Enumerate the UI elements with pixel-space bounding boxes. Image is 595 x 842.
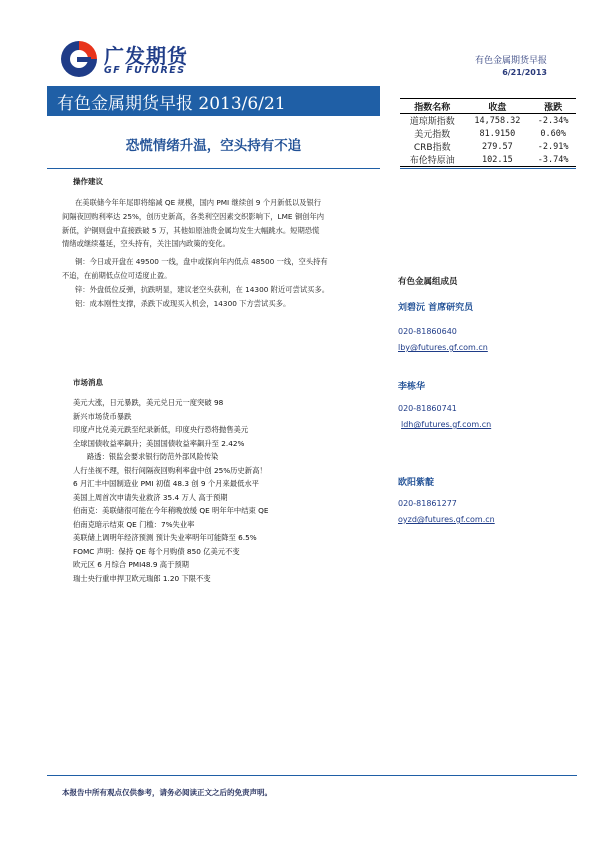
company-logo [58,38,208,83]
advice-heading: 操作建议 [73,177,103,186]
index-name: 道琼斯指数 [409,117,455,127]
member-email-link[interactable]: lby@futures.gf.com.cn [398,343,488,352]
page-title: 有色金属期货早报 2013/6/21 [57,94,286,114]
index-close: 102.15 [464,153,530,167]
news-item: 伯南克暗示结束 QE 门槛：7%失业率 [73,519,195,529]
member-email-link[interactable]: ldh@futures.gf.com.cn [401,420,492,429]
news-item: 路透：银监会要求银行防范外部风险传染 [87,452,219,461]
advice-body [62,196,368,310]
table-row [400,153,576,167]
index-name: 布伦特原油 [400,153,464,167]
column-header: 指数名称 [400,99,464,114]
logo-english-text: GF FUTURES [104,65,186,76]
disclaimer-text: 本报告中所有观点仅供参考，请务必阅读正文之后的免责声明。 [62,788,272,797]
index-name: 美元指数 [414,130,451,140]
gf-logo-icon [58,38,100,80]
report-date: 6/21/2013 [502,68,547,77]
member-name: 欧阳紫靛 [398,478,435,488]
member-email-link[interactable]: oyzd@futures.gf.com.cn [398,515,495,524]
member-phone: 020-81861277 [398,499,457,508]
index-table [400,98,576,167]
advice-line: 锌：外盘低位反弹，抗跌明显，建议老空头获利，在 14300 附近可尝试买多。 [75,284,330,294]
table-row [400,127,576,140]
news-item: 全球国债收益率飙升；美国国债收益率飙升至 2.42% [73,438,245,448]
news-item: 欧元区 6 月综合 PMI48.9 高于预期 [73,560,189,569]
left-divider [47,168,380,169]
index-change: -3.74% [530,153,576,167]
index-change: -2.91% [537,141,569,152]
member-name: 李栋华 [398,382,426,392]
table-row [400,140,576,153]
news-item: 美元大涨，日元暴跌，美元兑日元一度突破 98 [73,398,224,407]
index-close: 81.9150 [479,128,516,139]
advice-line: 在美联储今年年尾即将缩减 QE 规模，国内 PMI 继续创 9 个月新低以及银行 [75,198,322,207]
table-row [400,114,576,128]
index-close: 14,758.32 [474,115,521,126]
news-item: 6 月汇丰中国制造业 PMI 初值 48.3 创 9 个月来最低水平 [73,479,259,488]
advice-line: 间隔夜回购利率达 25%，创历史新高，各类利空因素交织影响下，LME 铜创年内 [62,211,325,221]
news-item: FOMC 声明：保持 QE 每个月购债 850 亿美元不变 [73,546,240,556]
index-change: 0.60% [540,128,566,139]
market-news-list [73,396,373,585]
news-item: 印度卢比兑美元跌至纪录新低，印度央行恐将抛售美元 [73,425,249,434]
footer-divider [47,775,577,776]
index-change: -2.34% [537,115,569,126]
member-phone: 020-81860741 [398,404,457,413]
member-phone: 020-81860640 [398,327,457,336]
logo-chinese-text: 广发期货 [104,44,188,68]
column-header: 涨跌 [530,99,576,114]
advice-line: 不追，在前期低点位可适度止盈。 [62,270,172,280]
news-item: 美国上周首次申请失业救济 35.4 万人 高于预期 [73,492,228,502]
column-header: 收盘 [464,99,530,114]
page-subtitle: 恐慌情绪升温，空头持有不追 [125,138,302,154]
advice-line: 铜：今日或开盘在 49500 一线，盘中或探向年内低点 48500 一线，空头持有 [75,257,328,267]
news-item: 美联储上调明年经济预测 预计失业率明年可能降至 6.5% [73,533,257,542]
member-name: 刘碧沅 首席研究员 [398,303,474,313]
members-heading: 有色金属组成员 [398,277,458,287]
index-close: 279.57 [482,141,513,152]
right-divider [400,168,576,169]
index-name: CRB指数 [413,143,451,153]
advice-line: 新低，沪铜则盘中直接跌破 5 万，其他如原油贵金属均发生大幅跳水。短期恐慌 [62,225,320,235]
advice-line: 情绪或继续蔓延，空头持有，关注国内政策的变化。 [62,239,230,249]
news-item: 新兴市场货币暴跌 [73,411,132,421]
index-table-header-row [400,99,576,114]
advice-line: 铝：成本刚性支撑，杀跌下或现买入机会，14300 下方尝试买多。 [75,298,291,308]
news-item: 瑞士央行重申捍卫欧元瑞郎 1.20 下限不变 [73,573,211,583]
market-news-heading: 市场消息 [73,378,103,387]
report-series-label: 有色金属期货早报 [474,56,547,66]
news-item: 伯南克：美联储很可能在今年稍晚放缓 QE 明年年中结束 QE [73,506,269,515]
title-band [47,86,380,116]
news-item: 人行坐视不理，银行间隔夜回购利率盘中创 25%历史新高！ [73,465,267,475]
